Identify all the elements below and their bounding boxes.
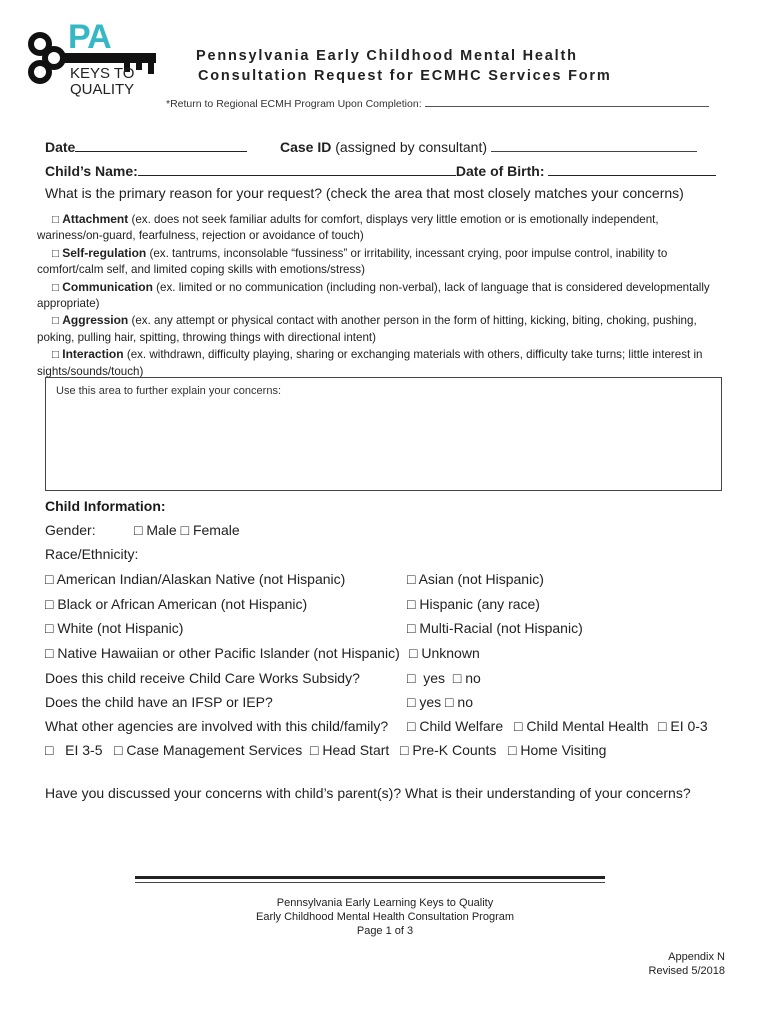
date-field[interactable] (45, 139, 247, 155)
agency-option[interactable] (310, 742, 389, 758)
race-option-label: White (not Hispanic) (57, 620, 184, 636)
logo-pa-text: PA (68, 18, 111, 56)
race-option-right[interactable] (407, 620, 583, 636)
concern-desc: (ex. tantrums, inconsolable “fussiness” or irritability, incessant crying, poor impulse control, inability to (149, 246, 668, 260)
concern-desc-cont: wariness/on-guard, fearfulness, rejection or avoidance of touch) (37, 229, 364, 243)
checkbox-icon[interactable]: □ (45, 620, 54, 636)
race-option-label: Asian (not Hispanic) (418, 571, 544, 587)
subsidy-options (407, 670, 481, 686)
race-option-label: Multi-Racial (not Hispanic) (419, 620, 583, 636)
concern-desc: (ex. limited or no communication (including non-verbal), lack of language that is considered developmentally (156, 280, 710, 294)
race-option-label: Native Hawaiian or other Pacific Islander (not Hispanic) (57, 645, 400, 661)
agency-label: Head Start (322, 742, 390, 758)
checkbox-icon[interactable]: □ (45, 742, 54, 758)
case-id-field[interactable] (280, 139, 697, 155)
agency-option[interactable] (658, 718, 708, 734)
agency-label: Case Management Services (126, 742, 303, 758)
agency-option[interactable] (407, 718, 503, 734)
return-note-text: *Return to Regional ECMH Program Upon Completion: (166, 98, 422, 110)
checkbox-icon[interactable]: □ (52, 280, 60, 294)
page-number: Page 1 of 3 (356, 925, 414, 937)
checkbox-icon[interactable]: □ (508, 742, 517, 758)
agency-label: Home Visiting (520, 742, 607, 758)
checkbox-icon[interactable]: □ (407, 718, 416, 734)
agencies-question: What other agencies are involved with this child/family? (45, 718, 389, 734)
race-option-label: American Indian/Alaskan Native (not Hispanic) (56, 571, 346, 587)
race-option-right[interactable] (409, 645, 480, 661)
concern-desc-cont: appropriate) (37, 297, 100, 311)
agency-label: Child Welfare (419, 718, 504, 734)
checkbox-icon[interactable]: □ (310, 742, 319, 758)
checkbox-icon[interactable]: □ (658, 718, 667, 734)
concerns-list (37, 211, 712, 380)
form-title-line1: Pennsylvania Early Childhood Mental Health (196, 48, 578, 64)
checkbox-icon[interactable]: □ (45, 596, 54, 612)
concern-desc: (ex. any attempt or physical contact with another person in the form of hitting, kicking, biting, choking, pushing, (131, 314, 697, 328)
concern-label: Attachment (62, 212, 129, 226)
child-name-field[interactable] (45, 163, 716, 179)
dob-line[interactable] (548, 163, 716, 176)
checkbox-icon[interactable]: □ (134, 522, 143, 538)
revised-date: Revised 5/2018 (648, 965, 725, 977)
agency-option[interactable] (45, 742, 103, 758)
concern-communication[interactable] (52, 279, 712, 296)
checkbox-icon[interactable]: □ (409, 645, 418, 661)
concern-desc-cont: poking, pulling hair, spitting, throwing things with directional intent) (37, 330, 376, 344)
gender-female-option[interactable] (181, 522, 240, 538)
checkbox-icon[interactable]: □ (407, 694, 416, 710)
concern-label: Aggression (62, 313, 129, 328)
agency-option[interactable] (400, 742, 496, 758)
dob-label: Date of Birth: (455, 163, 545, 179)
checkbox-icon[interactable]: □ (514, 718, 523, 734)
checkbox-icon[interactable]: □ (45, 645, 54, 661)
yes-label: yes (423, 670, 446, 686)
child-name-line[interactable] (138, 163, 456, 176)
ifsp-yes-option[interactable] (407, 694, 441, 710)
footer-org: Pennsylvania Early Learning Keys to Quality (276, 897, 494, 909)
race-option-right[interactable] (407, 571, 544, 587)
concern-label: Communication (62, 279, 153, 294)
race-option-left[interactable] (45, 645, 400, 661)
ifsp-options (407, 694, 473, 710)
gender-options (134, 522, 240, 538)
date-label: Date (45, 139, 76, 155)
concern-desc-cont: sights/sounds/touch) (37, 364, 144, 378)
case-id-note: (assigned by consultant) (335, 139, 488, 155)
pa-keys-logo (24, 18, 160, 106)
explain-label: Use this area to further explain your concerns: (56, 385, 282, 397)
no-label: no (457, 694, 473, 710)
race-option-label: Unknown (421, 645, 480, 661)
logo-keys-line2: QUALITY (70, 81, 135, 98)
race-option-left[interactable] (45, 620, 183, 636)
checkbox-icon[interactable]: □ (52, 348, 60, 362)
concern-label: Self-regulation (62, 245, 147, 260)
checkbox-icon[interactable]: □ (407, 596, 416, 612)
agency-option[interactable] (508, 742, 606, 758)
race-label: Race/Ethnicity: (45, 546, 139, 562)
checkbox-icon[interactable]: □ (114, 742, 123, 758)
concern-attachment[interactable] (52, 211, 712, 228)
gender-male-option[interactable] (134, 522, 177, 538)
form-title-line2: Consultation Request for ECMHC Services Form (198, 68, 612, 84)
yes-label: yes (419, 694, 442, 710)
logo-keys-line1: KEYS TO (70, 65, 135, 82)
logo-keys-text (70, 66, 134, 98)
concern-interaction[interactable] (52, 346, 712, 363)
agency-label: EI 0-3 (670, 718, 708, 734)
race-option-label: Black or African American (not Hispanic) (57, 596, 308, 612)
race-option-label: Hispanic (any race) (419, 596, 540, 612)
concern-desc: (ex. withdrawn, difficulty playing, sharing or exchanging materials with others, difficulty take turns; little interest in (126, 348, 703, 362)
agency-label: Child Mental Health (526, 718, 649, 734)
no-label: no (465, 670, 481, 686)
parent-discussion-question: Have you discussed your concerns with child’s parent(s)? What is their understanding of your concerns? (45, 785, 691, 801)
checkbox-icon[interactable]: □ (400, 742, 409, 758)
ifsp-no-option[interactable] (445, 694, 473, 710)
checkbox-icon[interactable]: □ (52, 314, 60, 328)
appendix-label: Appendix N (668, 951, 725, 963)
checkbox-icon[interactable]: □ (45, 571, 54, 587)
subsidy-yes-option[interactable] (407, 670, 445, 686)
agency-option[interactable] (514, 718, 649, 734)
concern-label: Interaction (62, 347, 124, 362)
return-note (166, 97, 709, 110)
subsidy-no-option[interactable] (453, 670, 481, 686)
footer-program: Early Childhood Mental Health Consultation Program (255, 911, 515, 923)
ifsp-question: Does the child have an IFSP or IEP? (45, 694, 273, 710)
date-line[interactable] (75, 139, 247, 152)
footer-rule (135, 876, 605, 879)
checkbox-icon[interactable]: □ (452, 670, 462, 686)
race-option-left[interactable] (45, 596, 307, 612)
concern-aggression[interactable] (52, 312, 712, 329)
child-info-heading: Child Information: (45, 498, 166, 514)
agency-label: Pre-K Counts (412, 742, 497, 758)
checkbox-icon[interactable]: □ (445, 694, 454, 710)
checkbox-icon[interactable]: □ (407, 670, 416, 686)
primary-reason-question: What is the primary reason for your request? (check the area that most closely matches your concerns) (45, 185, 684, 201)
gender-male-label: Male (146, 522, 177, 538)
return-program-field[interactable] (425, 97, 709, 107)
concern-desc: (ex. does not seek familiar adults for comfort, displays very little emotion or is emotionally independent, (131, 213, 659, 226)
checkbox-icon[interactable]: □ (407, 620, 416, 636)
child-name-label: Child’s Name: (45, 163, 138, 179)
gender-label: Gender: (45, 522, 96, 538)
concern-self-regulation[interactable] (52, 245, 712, 262)
explain-concerns-textarea[interactable] (45, 377, 722, 491)
case-id-line[interactable] (491, 139, 697, 152)
race-option-right[interactable] (407, 596, 540, 612)
concern-desc-cont: comfort/calm self, and limited coping skills with emotions/stress) (37, 263, 365, 277)
checkbox-icon[interactable]: □ (52, 213, 60, 226)
checkbox-icon[interactable]: □ (407, 571, 416, 587)
race-option-left[interactable] (45, 571, 345, 587)
subsidy-question: Does this child receive Child Care Works Subsidy? (45, 670, 360, 686)
case-id-label: Case ID (280, 139, 332, 155)
agency-option[interactable] (114, 742, 302, 758)
checkbox-icon[interactable]: □ (52, 246, 60, 260)
checkbox-icon[interactable]: □ (180, 522, 190, 538)
footer-rule-thin (135, 882, 605, 883)
agency-label: EI 3-5 (65, 742, 103, 758)
gender-female-label: Female (192, 522, 240, 538)
